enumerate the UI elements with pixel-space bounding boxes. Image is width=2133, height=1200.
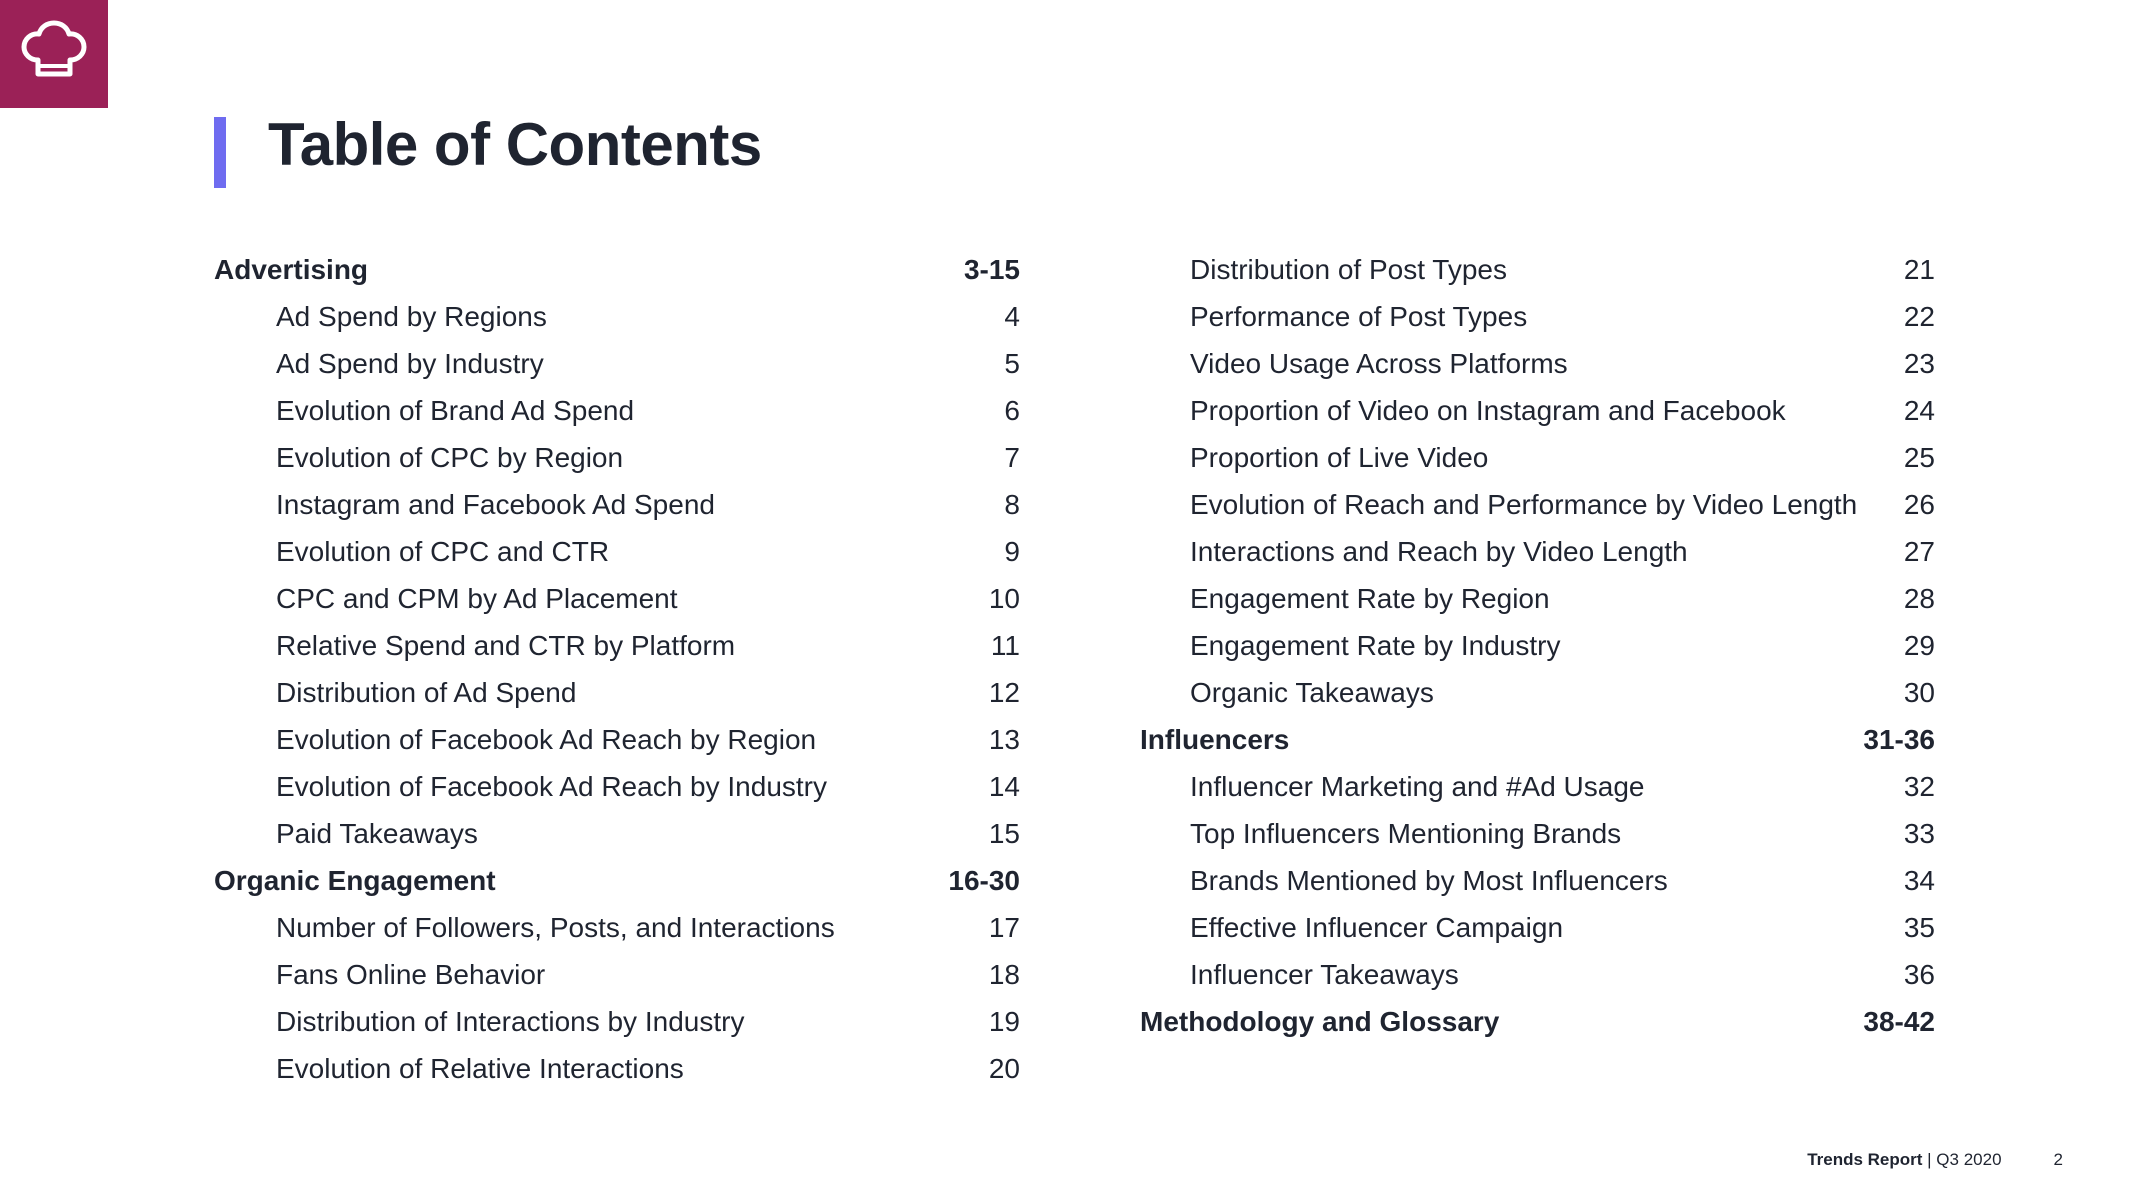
toc-entry-label: Paid Takeaways	[276, 817, 478, 849]
toc-entry-page: 16-30	[948, 864, 1020, 896]
toc-entry[interactable]	[214, 293, 1020, 340]
toc-entry-label: Video Usage Across Platforms	[1190, 347, 1568, 379]
toc-entry-label: Relative Spend and CTR by Platform	[276, 629, 736, 661]
toc-entry-page: 18	[988, 958, 1020, 990]
toc-entry-label: Performance of Post Types	[1190, 300, 1528, 332]
toc-entry-label: Organic Takeaways	[1190, 676, 1434, 708]
toc-entry-page: 17	[988, 911, 1020, 943]
toc-entry-label: Interactions and Reach by Video Length	[1190, 535, 1688, 567]
toc-entry-page: 24	[1903, 394, 1935, 426]
toc-entry[interactable]	[214, 387, 1020, 434]
toc-entry-label: Proportion of Video on Instagram and Facebook	[1190, 394, 1786, 426]
toc-entry-label: Evolution of CPC by Region	[276, 441, 624, 473]
toc-entry-label: Fans Online Behavior	[276, 958, 546, 990]
toc-entry-page: 30	[1903, 676, 1935, 708]
toc-entry-label: Influencer Takeaways	[1190, 958, 1459, 990]
toc-entry-page: 32	[1903, 770, 1935, 802]
toc-section[interactable]	[1140, 998, 1935, 1045]
toc-entry[interactable]	[1140, 481, 1935, 528]
toc-entry-page: 35	[1903, 911, 1935, 943]
toc-entry[interactable]	[214, 622, 1020, 669]
toc-entry-label: Ad Spend by Industry	[276, 347, 544, 379]
toc-entry-page: 21	[1903, 253, 1935, 285]
toc-entry-label: Engagement Rate by Industry	[1190, 629, 1561, 661]
toc-entry[interactable]	[1140, 340, 1935, 387]
toc-entry-page: 38-42	[1863, 1005, 1935, 1037]
title-accent-bar	[214, 117, 226, 188]
toc-entry-label: Engagement Rate by Region	[1190, 582, 1550, 614]
toc-entry[interactable]	[1140, 763, 1935, 810]
toc-entry-page: 13	[988, 723, 1020, 755]
toc-entry[interactable]	[214, 951, 1020, 998]
toc-entry-page: 33	[1903, 817, 1935, 849]
toc-entry-label: Number of Followers, Posts, and Interactions	[276, 911, 835, 943]
footer-report-name: Trends Report	[1807, 1150, 1923, 1169]
toc-entry-page: 23	[1903, 347, 1935, 379]
toc-entry-label: Distribution of Interactions by Industry	[276, 1005, 745, 1037]
toc-entry-page: 28	[1903, 582, 1935, 614]
toc-entry-page: 27	[1903, 535, 1935, 567]
toc-entry-label: Influencer Marketing and #Ad Usage	[1190, 770, 1645, 802]
toc-section[interactable]	[214, 246, 1020, 293]
toc-entry-label: CPC and CPM by Ad Placement	[276, 582, 678, 614]
toc-entry[interactable]	[1140, 857, 1935, 904]
toc-entry-page: 8	[1004, 488, 1020, 520]
toc-entry-label: Evolution of Brand Ad Spend	[276, 394, 635, 426]
footer-page-number: 2	[2053, 1150, 2063, 1169]
toc-entry-page: 7	[1004, 441, 1020, 473]
toc-entry[interactable]	[1140, 246, 1935, 293]
footer-period: | Q3 2020	[1922, 1150, 2002, 1169]
toc-entry[interactable]	[1140, 293, 1935, 340]
toc-entry-label: Instagram and Facebook Ad Spend	[276, 488, 715, 520]
toc-entry[interactable]	[1140, 622, 1935, 669]
toc-entry-page: 34	[1903, 864, 1935, 896]
toc-entry[interactable]	[214, 481, 1020, 528]
toc-entry-label: Evolution of Facebook Ad Reach by Region	[276, 723, 817, 755]
toc-entry[interactable]	[1140, 387, 1935, 434]
toc-entry[interactable]	[214, 810, 1020, 857]
toc-entry-label: Distribution of Ad Spend	[276, 676, 577, 708]
toc-entry[interactable]	[1140, 951, 1935, 998]
toc-entry-label: Methodology and Glossary	[1140, 1005, 1500, 1037]
toc-entry[interactable]	[1140, 904, 1935, 951]
toc-entry[interactable]	[214, 528, 1020, 575]
toc-entry-page: 14	[988, 770, 1020, 802]
toc-entry-page: 12	[988, 676, 1020, 708]
toc-entry-label: Evolution of Facebook Ad Reach by Industry	[276, 770, 827, 802]
brand-logo	[0, 0, 108, 108]
toc-entry[interactable]	[214, 904, 1020, 951]
toc-entry-label: Brands Mentioned by Most Influencers	[1190, 864, 1668, 896]
toc-entry-label: Evolution of Reach and Performance by Video Length	[1190, 488, 1858, 520]
toc-entry-label: Distribution of Post Types	[1190, 253, 1507, 285]
toc-entry-page: 20	[988, 1052, 1020, 1084]
toc-entry[interactable]	[214, 763, 1020, 810]
toc-entry[interactable]	[214, 669, 1020, 716]
toc-entry[interactable]	[214, 575, 1020, 622]
toc-entry-page: 26	[1903, 488, 1935, 520]
toc-entry[interactable]	[214, 340, 1020, 387]
toc-entry[interactable]	[1140, 810, 1935, 857]
toc-entry-page: 6	[1004, 394, 1020, 426]
toc-entry-page: 19	[988, 1005, 1020, 1037]
toc-entry-page: 10	[988, 582, 1020, 614]
toc-entry-label: Top Influencers Mentioning Brands	[1190, 817, 1622, 849]
toc-entry-label: Effective Influencer Campaign	[1190, 911, 1564, 943]
toc-entry-page: 9	[1004, 535, 1020, 567]
toc-entry[interactable]	[1140, 669, 1935, 716]
toc-entry-label: Proportion of Live Video	[1190, 441, 1489, 473]
toc-entry-page: 4	[1004, 300, 1020, 332]
toc-section[interactable]	[214, 857, 1020, 904]
toc-entry-page: 11	[990, 629, 1020, 661]
toc-entry-page: 5	[1004, 347, 1020, 379]
toc-entry-page: 3-15	[963, 253, 1020, 285]
toc-entry[interactable]	[214, 998, 1020, 1045]
toc-entry[interactable]	[214, 1045, 1020, 1092]
page-title: Table of Contents	[268, 111, 762, 178]
toc-entry-label: Ad Spend by Regions	[276, 300, 547, 332]
toc-right-column	[1140, 246, 1935, 1045]
toc-entry[interactable]	[1140, 434, 1935, 481]
toc-entry-page: 29	[1903, 629, 1935, 661]
toc-entry-label: Advertising	[214, 253, 369, 285]
toc-section[interactable]	[1140, 716, 1935, 763]
footer	[1807, 1150, 2063, 1170]
chef-hat-icon	[16, 16, 92, 92]
toc-entry-page: 22	[1903, 300, 1935, 332]
toc-entry[interactable]	[1140, 575, 1935, 622]
toc-entry[interactable]	[214, 716, 1020, 763]
toc-entry-label: Evolution of Relative Interactions	[276, 1052, 684, 1084]
toc-entry[interactable]	[214, 434, 1020, 481]
toc-entry-label: Influencers	[1140, 723, 1290, 755]
toc-entry-page: 15	[988, 817, 1020, 849]
toc-left-column	[214, 246, 1020, 1092]
toc-entry[interactable]	[1140, 528, 1935, 575]
toc-entry-page: 25	[1903, 441, 1935, 473]
toc-entry-page: 36	[1903, 958, 1935, 990]
toc-entry-page: 31-36	[1863, 723, 1935, 755]
toc-entry-label: Evolution of CPC and CTR	[276, 535, 610, 567]
toc-entry-label: Organic Engagement	[214, 864, 496, 896]
